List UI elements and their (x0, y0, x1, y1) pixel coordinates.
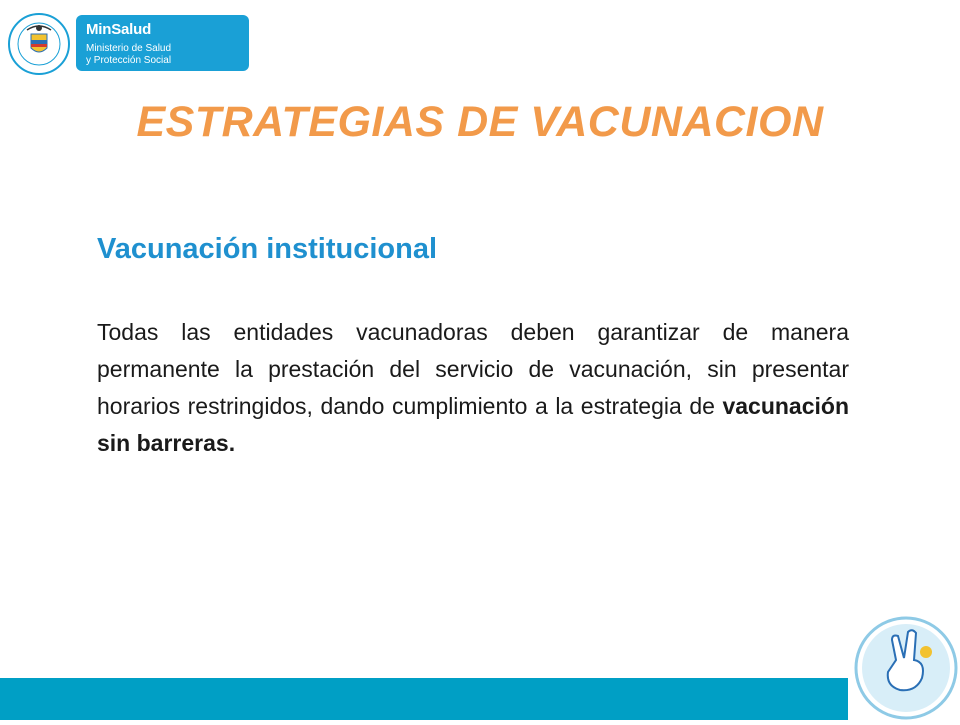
section-heading: Vacunación institucional (97, 233, 438, 265)
brand-name: MinSalud (86, 21, 152, 38)
brand-subtitle-line2: y Protección Social (86, 55, 172, 66)
body-paragraph (97, 314, 849, 462)
vaccination-campaign-badge (848, 600, 960, 720)
colombia-seal-logo (7, 12, 71, 76)
minsalud-brand-box (76, 15, 249, 71)
footer-bar (0, 678, 848, 720)
slide-title: ESTRATEGIAS DE VACUNACION (136, 98, 824, 146)
body-emphasis: vacunación sin barreras. (97, 393, 849, 456)
brand-subtitle-line1: Ministerio de Salud (86, 43, 172, 54)
body-text: Todas las entidades vacunadoras deben garantizar de manera permanente la prestación del servicio de vacunación, sin presentar horarios restringidos, dando cumplimiento a la estrategia de (97, 319, 849, 419)
